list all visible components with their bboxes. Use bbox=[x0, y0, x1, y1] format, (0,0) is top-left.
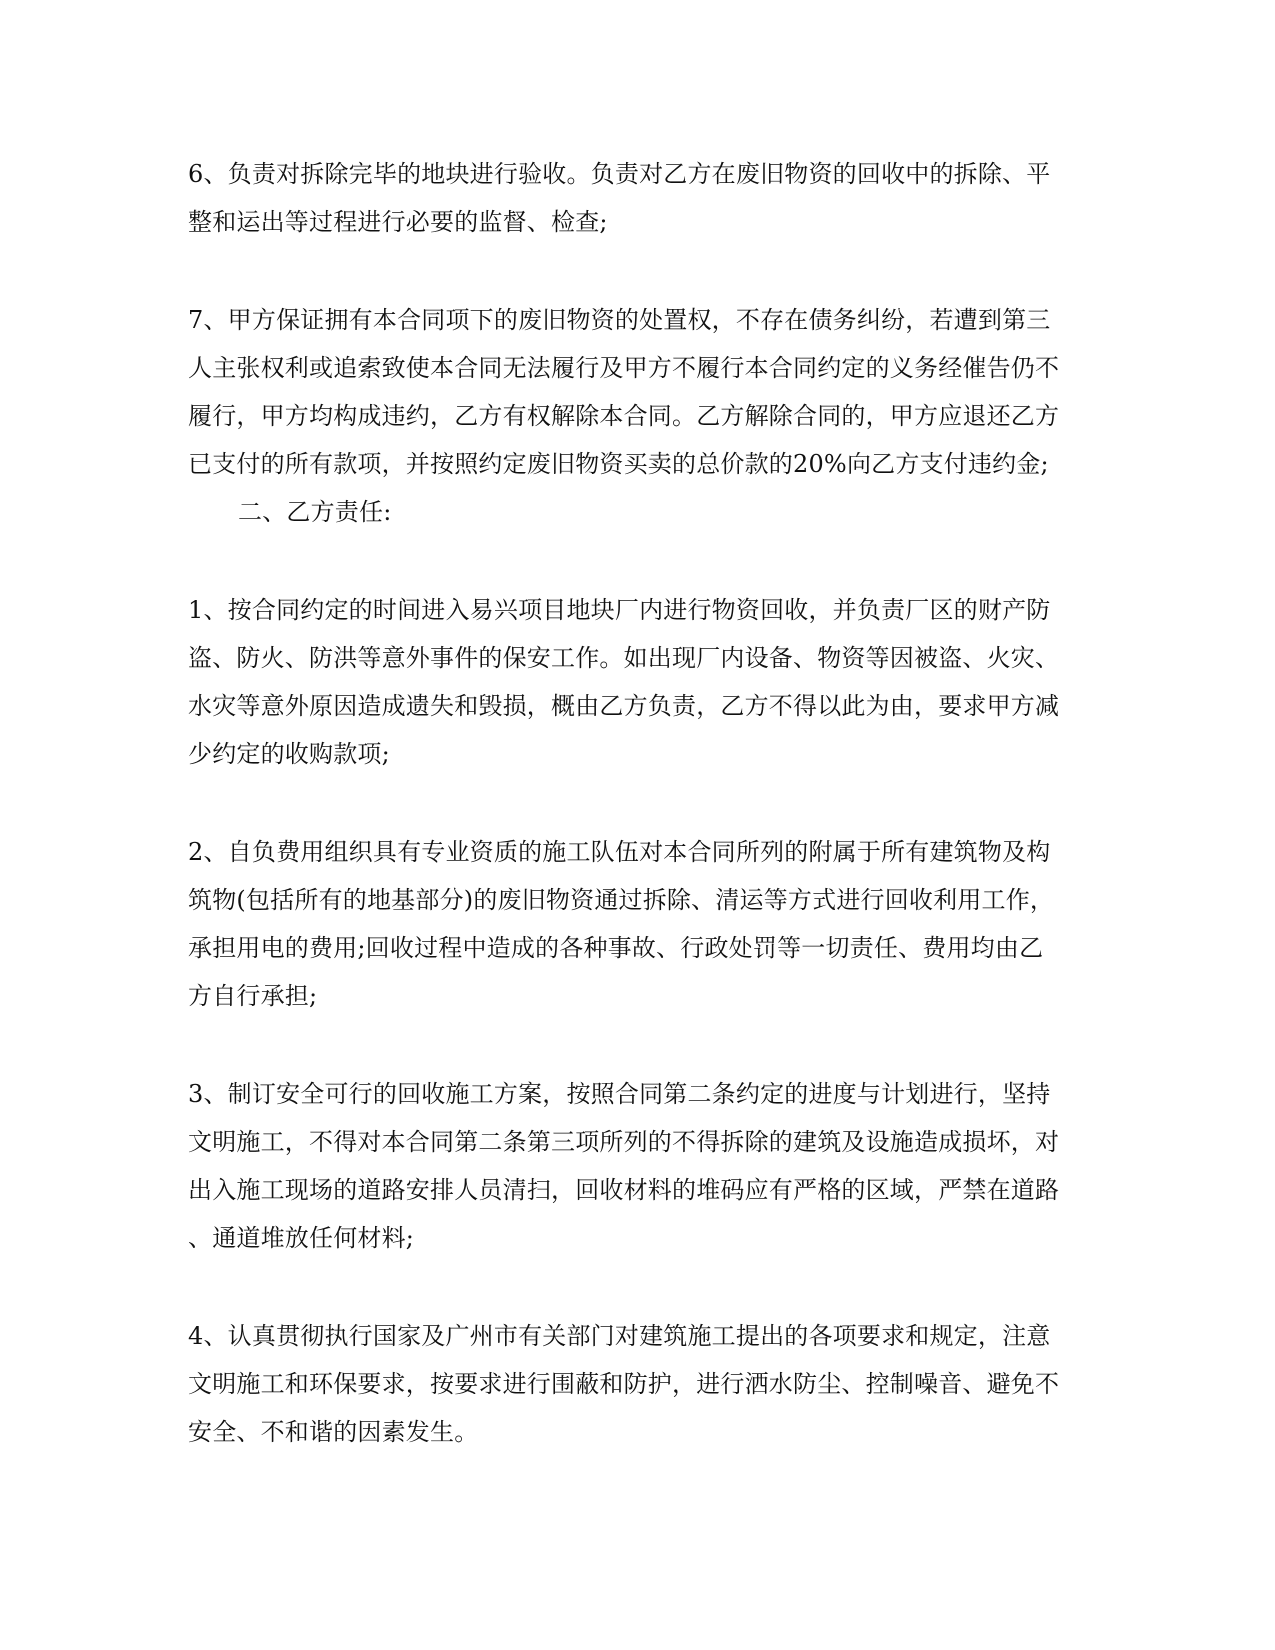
text-line: 6、负责对拆除完毕的地块进行验收。负责对乙方在废旧物资的回收中的拆除、平 bbox=[188, 160, 1051, 188]
text-line: 承担用电的费用;回收过程中造成的各种事故、行政处罚等一切责任、费用均由乙 bbox=[188, 934, 1044, 962]
text-line: 水灾等意外原因造成遗失和毁损，概由乙方负责，乙方不得以此为由，要求甲方减 bbox=[188, 692, 1060, 720]
text-line: 4、认真贯彻执行国家及广州市有关部门对建筑施工提出的各项要求和规定，注意 bbox=[188, 1322, 1051, 1350]
paragraph-b-item-3 bbox=[188, 1070, 1093, 1262]
text-line: 已支付的所有款项，并按照约定废旧物资买卖的总价款的20%向乙方支付违约金; bbox=[188, 450, 1049, 478]
text-line: 方自行承担; bbox=[188, 982, 318, 1010]
paragraph-item-7 bbox=[188, 296, 1093, 488]
text-line: 文明施工，不得对本合同第二条第三项所列的不得拆除的建筑及设施造成损坏，对 bbox=[188, 1128, 1060, 1156]
text-line: 7、甲方保证拥有本合同项下的废旧物资的处置权，不存在债务纠纷，若遭到第三 bbox=[188, 306, 1051, 334]
text-line: 少约定的收购款项; bbox=[188, 740, 390, 768]
text-line: 筑物(包括所有的地基部分)的废旧物资通过拆除、清运等方式进行回收利用工作， bbox=[188, 886, 1055, 914]
text-line: 3、制订安全可行的回收施工方案，按照合同第二条约定的进度与计划进行，坚持 bbox=[188, 1080, 1051, 1108]
text-line: 盗、防火、防洪等意外事件的保安工作。如出现厂内设备、物资等因被盗、火灾、 bbox=[188, 644, 1060, 672]
paragraph-b-item-4 bbox=[188, 1312, 1093, 1456]
text-line: 人主张权利或追索致使本合同无法履行及甲方不履行本合同约定的义务经催告仍不 bbox=[188, 354, 1060, 382]
section-heading-text: 二、乙方责任: bbox=[238, 498, 392, 526]
text-line: 出入施工现场的道路安排人员清扫，回收材料的堆码应有严格的区域，严禁在道路 bbox=[188, 1176, 1060, 1204]
paragraph-b-item-1 bbox=[188, 586, 1093, 778]
paragraph-b-item-2 bbox=[188, 828, 1093, 1020]
paragraph-item-6 bbox=[188, 150, 1093, 246]
text-line: 履行，甲方均构成违约，乙方有权解除本合同。乙方解除合同的，甲方应退还乙方 bbox=[188, 402, 1060, 430]
text-line: 整和运出等过程进行必要的监督、检查; bbox=[188, 208, 608, 236]
section-heading-party-b bbox=[238, 488, 1143, 536]
text-line: 1、按合同约定的时间进入易兴项目地块厂内进行物资回收，并负责厂区的财产防 bbox=[188, 596, 1051, 624]
text-line: 文明施工和环保要求，按要求进行围蔽和防护，进行洒水防尘、控制噪音、避免不 bbox=[188, 1370, 1060, 1398]
text-line: 安全、不和谐的因素发生。 bbox=[188, 1418, 479, 1446]
text-line: 2、自负费用组织具有专业资质的施工队伍对本合同所列的附属于所有建筑物及构 bbox=[188, 838, 1051, 866]
text-line: 、通道堆放任何材料; bbox=[188, 1224, 415, 1252]
